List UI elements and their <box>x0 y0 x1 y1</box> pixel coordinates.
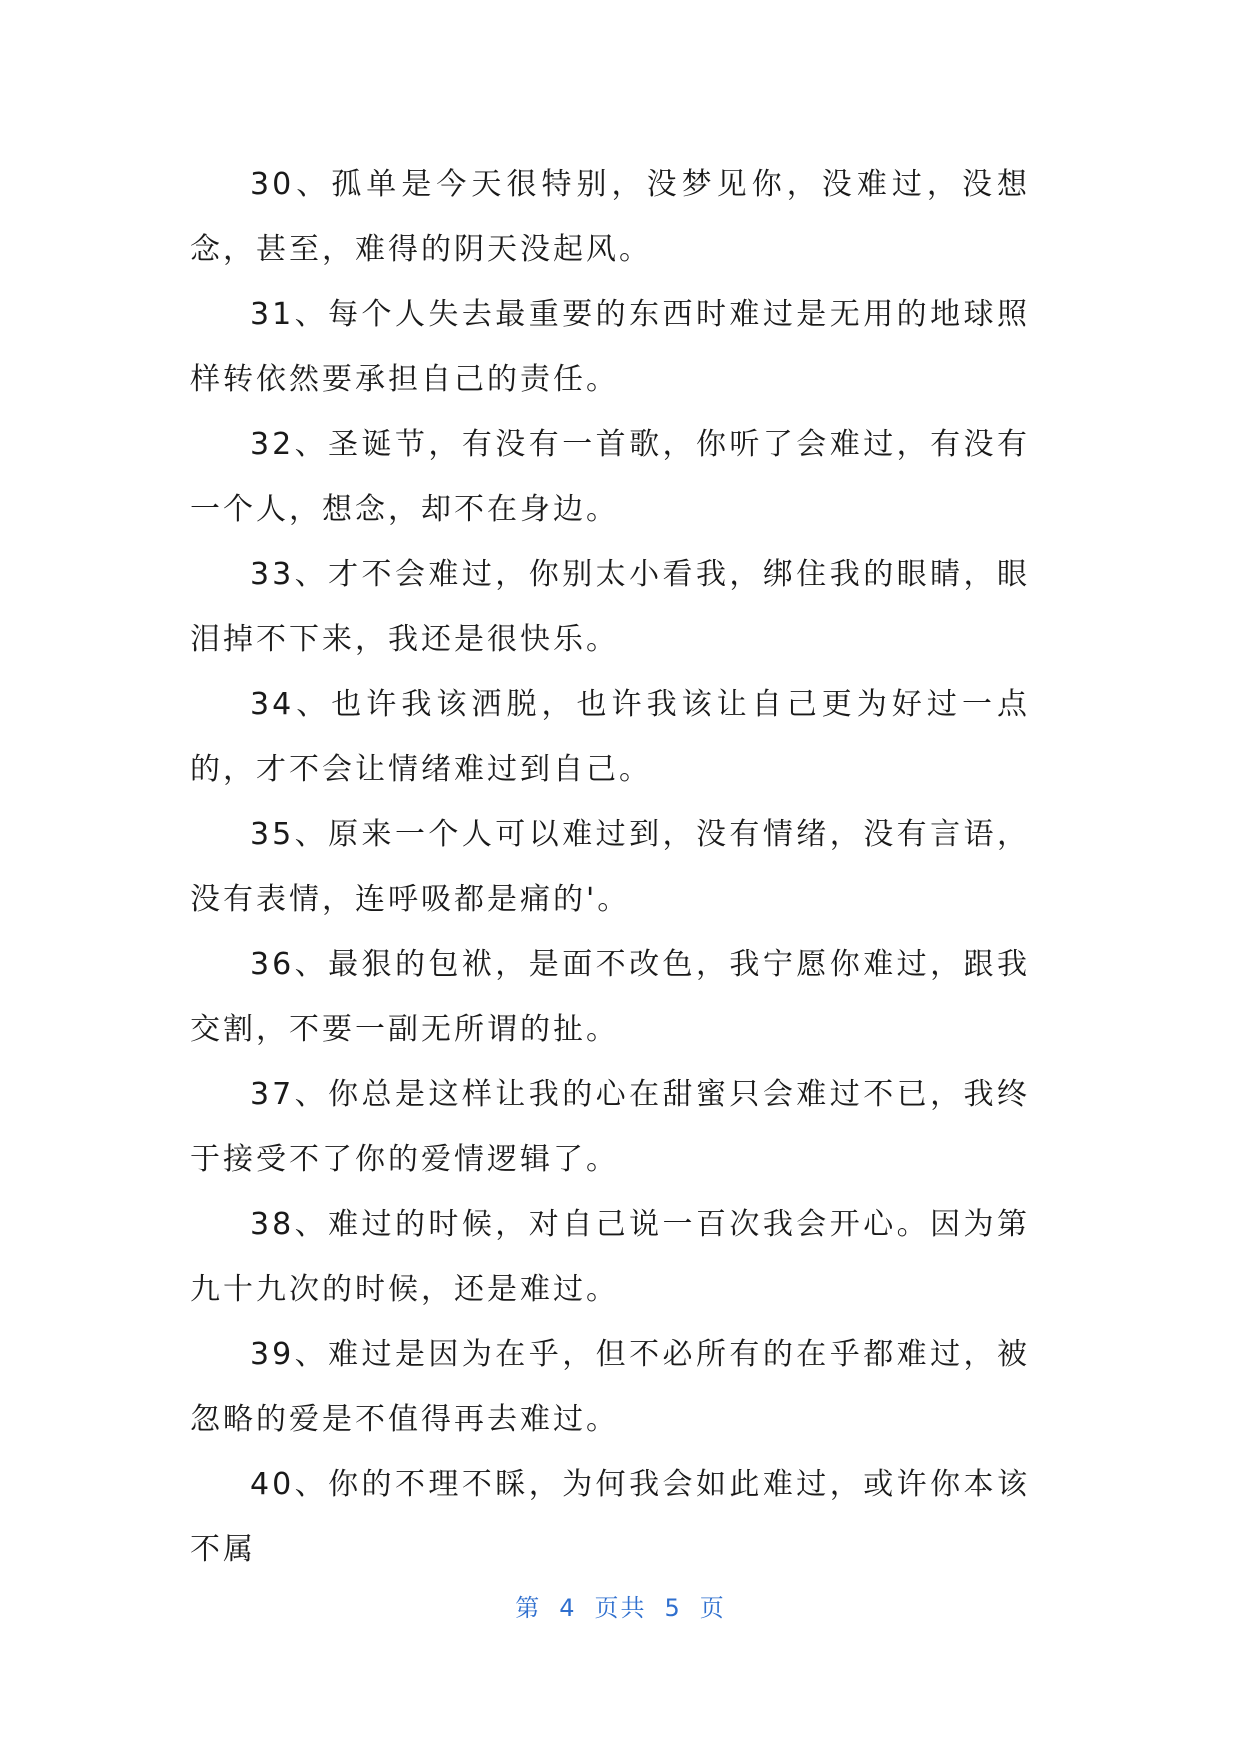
footer-prefix: 第 <box>515 1594 542 1622</box>
paragraph-37: 37、你总是这样让我的心在甜蜜只会难过不已，我终于接受不了你的爱情逻辑了。 <box>190 1077 1030 1177</box>
total-pages-number: 5 <box>664 1594 682 1622</box>
paragraph-38: 38、难过的时候，对自己说一百次我会开心。因为第九十九次的时候，还是难过。 <box>190 1207 1030 1307</box>
paragraph-39: 39、难过是因为在乎，但不必所有的在乎都难过，被忽略的爱是不值得再去难过。 <box>190 1337 1030 1437</box>
paragraph-31: 31、每个人失去最重要的东西时难过是无用的地球照样转依然要承担自己的责任。 <box>190 297 1030 397</box>
paragraph-32: 32、圣诞节，有没有一首歌，你听了会难过，有没有一个人，想念，却不在身边。 <box>190 427 1030 527</box>
paragraph-40: 40、你的不理不睬，为何我会如此难过，或许你本该不属 <box>190 1467 1030 1567</box>
paragraph-36: 36、最狠的包袱，是面不改色，我宁愿你难过，跟我交割，不要一副无所谓的扯。 <box>190 947 1030 1047</box>
document-body <box>190 152 1030 1582</box>
footer-suffix: 页 <box>699 1594 726 1622</box>
paragraph-34: 34、也许我该洒脱，也许我该让自己更为好过一点的，才不会让情绪难过到自己。 <box>190 687 1030 787</box>
paragraph-33: 33、才不会难过，你别太小看我，绑住我的眼睛，眼泪掉不下来，我还是很快乐。 <box>190 557 1030 657</box>
paragraph-35: 35、原来一个人可以难过到，没有情绪，没有言语，没有表情，连呼吸都是痛的'。 <box>190 817 1030 917</box>
footer-middle: 页共 <box>594 1594 647 1622</box>
current-page-number: 4 <box>559 1594 577 1622</box>
page-footer <box>0 1588 1241 1623</box>
paragraph-30: 30、孤单是今天很特别，没梦见你，没难过，没想念，甚至，难得的阴天没起风。 <box>190 167 1030 267</box>
